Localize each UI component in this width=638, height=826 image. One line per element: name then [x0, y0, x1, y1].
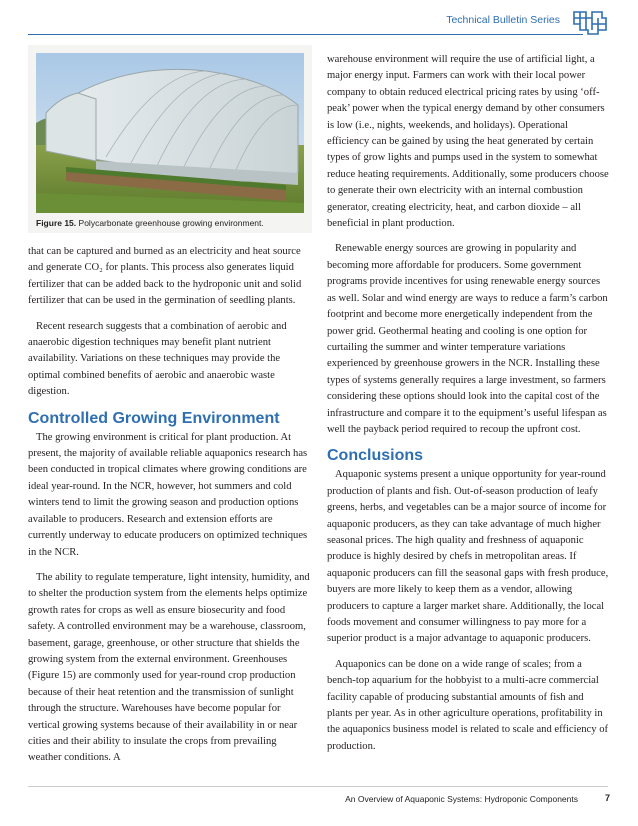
left-column [28, 244, 312, 776]
left-paragraph-1: that can be captured and burned as an electricity and heat source and generate CO₂ for plants. This process also generates liquid fertilizer that can be added back to the hydroponic unit and solid fertilizer that can be used in the germination of seedling plants. [28, 246, 302, 307]
header-series-title: Technical Bulletin Series [446, 14, 560, 26]
figure-caption [36, 218, 264, 228]
bulletin-logo-icon [572, 6, 608, 36]
page-number: 7 [604, 793, 610, 803]
left-paragraph-2: Recent research suggests that a combination of aerobic and anaerobic digestion techniques may benefit plant nutrient availability. Variations on these techniques may provide the optimal combined benefits of aerobic and anaerobic waste digestion. [28, 320, 287, 398]
section-heading-conclusions: Conclusions [327, 447, 424, 465]
section-heading-controlled-environment: Controlled Growing Environment [28, 409, 280, 427]
figure-caption-text: Polycarbonate greenhouse growing environment. [78, 218, 264, 228]
left-paragraph-3: The growing environment is critical for plant production. At present, the majority of available reliable aquaponics research has been conducted in tropical climates where growing conditions are ideal year-round. In the NCR, however, hot summers and cold winters tend to limit the growing season and production options available to producers. Research and extension efforts are currently underway to educate producers on optimized techniques in the NCR. [28, 431, 308, 558]
figure-caption-label: Figure 15. [36, 218, 77, 228]
right-paragraph-2: Renewable energy sources are growing in popularity and becoming more affordable for producers. Some government programs provide incentives for using renewable energy sources as well. Solar and wind energy are ways to reduce a farm’s carbon footprint and become more energetically independent from the power grid. Geothermal heating and cooling is one option for curtailing the summer and winter temperature variations experienced by greenhouse growers in the NCR. Installing these types of systems generally requires a large investment, so farmers considering these options should look into the capital cost of the infrastructure and compare it to the equipment’s useful lifespan as well the payback period required to recoup the upfront cost. [327, 243, 608, 435]
right-paragraph-4: Aquaponics can be done on a wide range of scales; from a bench-top aquarium for the hobbyist to a multi-acre commercial facility capable of producing substantial amounts of fish and plants per year. As in other agriculture operations, profitability in the aquaponics business model is related to scale and efficiency of production. [327, 658, 609, 752]
figure-15 [28, 45, 312, 233]
header-rule [28, 34, 583, 35]
greenhouse-photo [36, 53, 304, 213]
right-paragraph-1: warehouse environment will require the use of artificial light, a major energy input. Farmers can work with their local power company to obtain reduced electrical pricing rates by using ‘off-peak’ power when the typical energy demand by other consumers is low (i.e., nights, weekends, and holidays). Operational efficiency can be gained by using the heat generated by certain types of grow lights and pumps used in the system to somewhat reduce heating requirements. Additionally, some producers choose to generate their own electricity with an internal combustion generator, creating electricity, heat, and carbon dioxide – all beneficial in plant production. [327, 54, 609, 230]
footer-rule [28, 786, 608, 787]
footer-title: An Overview of Aquaponic Systems: Hydroponic Components [345, 794, 578, 804]
right-paragraph-3: Aquaponic systems present a unique opportunity for year-round production of plants and fish. Out-of-season production of leafy greens, herbs, and vegetables can be a major source of income for aquaponic producers, as they can take advantage of much higher seasonal prices. The high quality and freshness of aquaponic produce is highly desired by chefs in metropolitan areas. If aquaponic producers can fill the seasonal gaps with fresh produce, buyers are more likely to keep them as a vendor, allowing producers to capture a larger market share. Additionally, the local foods movement and consumer willingness to pay more for a superior product is a major advantage to aquaponic producers. [327, 469, 609, 645]
right-column [327, 52, 609, 764]
left-paragraph-4: The ability to regulate temperature, light intensity, humidity, and to shelter the production system from the elements helps optimize growth rates for crops as well as ensure biosecurity and food safety. A controlled environment may be a warehouse, classroom, basement, garage, greenhouse, or other structure that shields the growing system from the external environment. Greenhouses (Figure 15) are commonly used for year-round crop production because of their heat retention and the transmission of sunlight through the structure. Warehouses have become popular for vertical growing systems because of their availability in or near cities and their ability to insulate the crops from prevailing weather conditions. A [28, 571, 310, 764]
